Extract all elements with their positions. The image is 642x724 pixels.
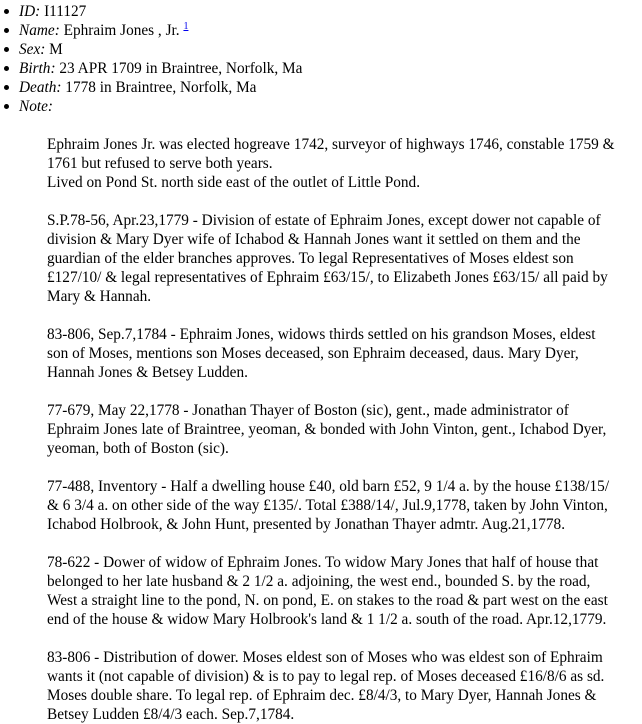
fact-list bbox=[0, 0, 642, 116]
note-paragraph: S.P.78-56, Apr.23,1779 - Division of estate of Ephraim Jones, except dower not capable of division & Mary Dyer wife of Ichabod & Hannah Jones want it settled on them and the guardian of the elder branches approves. To legal Representatives of Moses eldest son £127/10/ & legal representatives of Ephraim £63/15/, to Elizabeth Jones £63/15/ all paid by Mary & Hannah. bbox=[47, 212, 608, 305]
fact-note bbox=[4, 97, 642, 116]
note-paragraph: 77-679, May 22,1778 - Jonathan Thayer of Boston (sic), gent., made administrator of Ephraim Jones late of Braintree, yeoman, & bonded with John Vinton, gent., Ichabod Dyer, yeoman, both of Boston (sic). bbox=[47, 402, 607, 457]
bullet-icon bbox=[4, 9, 9, 14]
fact-birth bbox=[4, 59, 642, 78]
fact-value: Ephraim Jones , Jr. bbox=[59, 22, 184, 39]
bullet-icon bbox=[4, 104, 9, 109]
fact-label: Sex: bbox=[19, 41, 46, 58]
bullet-icon bbox=[4, 47, 9, 52]
bullet-icon bbox=[4, 85, 9, 90]
bullet-icon bbox=[4, 66, 9, 71]
note-paragraph: 83-806 - Distribution of dower. Moses eldest son of Moses who was eldest son of Ephraim wants it (not capable of division) & is to pay to legal rep. of Moses deceased £16/8/6 as sd. Moses double share. To legal rep. of Ephraim dec. £8/4/3, to Mary Dyer, Hannah Jones & Betsey Ludden £8/4/3 each. Sep.7,1784. bbox=[47, 649, 605, 723]
fact-label: ID: bbox=[19, 3, 41, 20]
fact-id bbox=[4, 2, 642, 21]
fact-value: I11127 bbox=[40, 3, 87, 20]
fact-label: Death: bbox=[19, 79, 62, 96]
fact-label: Birth: bbox=[19, 60, 56, 77]
bullet-icon bbox=[4, 28, 9, 33]
fact-name bbox=[4, 21, 642, 40]
fact-label: Note: bbox=[19, 98, 53, 115]
note-paragraph: 78-622 - Dower of widow of Ephraim Jones. To widow Mary Jones that half of house that belonged to her late husband & 2 1/2 a. adjoining, the west end., bounded S. by the road, West a straight line to the pond, N. on pond, E. on stakes to the road & part west on the east end of the house & widow Mary Holbrook's land & 1 1/2 a. south of the road. Apr.12,1779. bbox=[47, 554, 608, 628]
note-paragraph: 77-488, Inventory - Half a dwelling house £40, old barn £52, 9 1/4 a. by the house £138/15/ & 6 3/4 a. on other side of the way £135/. Total £388/14/, Jul.9,1778, taken by John Vinton, Ichabod Holbrook, & John Hunt, presented by Jonathan Thayer admtr. Aug.21,1778. bbox=[47, 478, 610, 533]
fact-value: M bbox=[45, 41, 63, 58]
fact-sex bbox=[4, 40, 642, 59]
footnote-link[interactable]: 1 bbox=[183, 21, 189, 32]
fact-label: Name: bbox=[19, 22, 60, 39]
note-paragraph: Ephraim Jones Jr. was elected hogreave 1742, surveyor of highways 1746, constable 1759 & 1761 but refused to serve both years. Lived on Pond St. north side east of the outlet of Little Pond. bbox=[47, 136, 615, 191]
fact-death bbox=[4, 78, 642, 97]
fact-value: 23 APR 1709 in Braintree, Norfolk, Ma bbox=[55, 60, 303, 77]
note-body bbox=[0, 135, 637, 724]
fact-value: 1778 in Braintree, Norfolk, Ma bbox=[61, 79, 257, 96]
note-paragraph: 83-806, Sep.7,1784 - Ephraim Jones, widows thirds settled on his grandson Moses, eldest son of Moses, mentions son Moses deceased, son Ephraim deceased, daus. Mary Dyer, Hannah Jones & Betsey Ludden. bbox=[47, 326, 596, 381]
